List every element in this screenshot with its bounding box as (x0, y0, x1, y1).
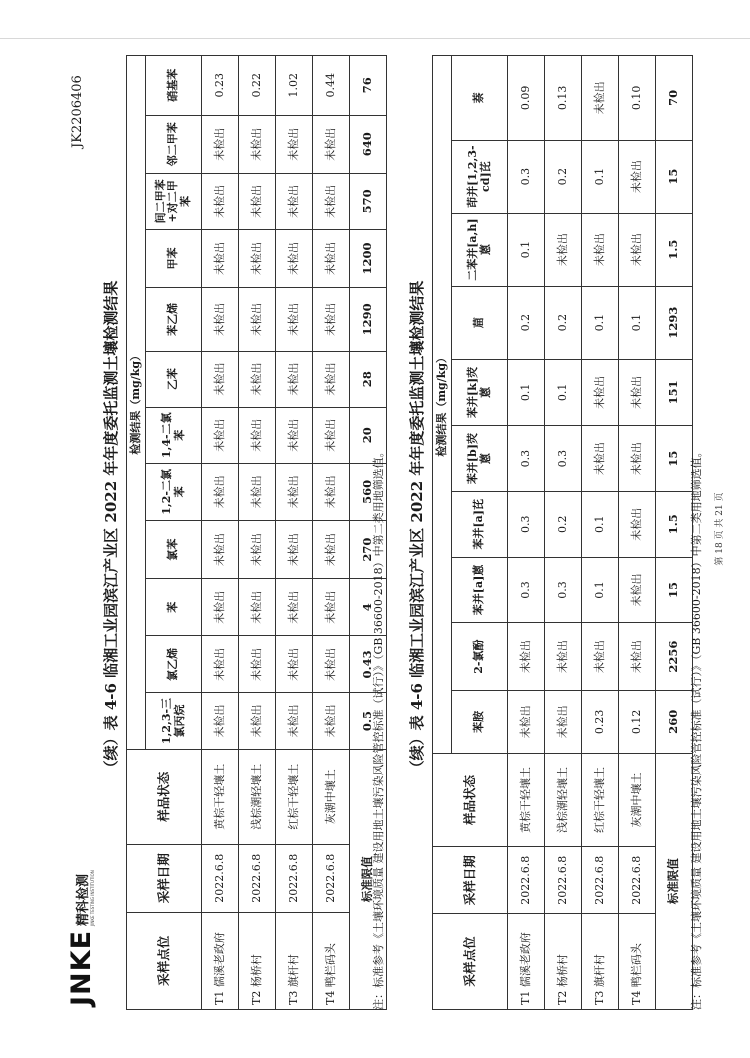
table1-results (126, 55, 387, 1010)
result-cell: 未检出 (619, 213, 656, 286)
sampling-date-cell: 2022.6.8 (239, 844, 276, 912)
result-cell: 未检出 (619, 426, 656, 492)
result-cell: 未检出 (202, 693, 239, 749)
table-row (202, 56, 239, 1010)
limit-cell: 151 (656, 359, 693, 426)
sampling-date-cell: 2022.6.8 (202, 844, 239, 912)
result-cell: 未检出 (582, 359, 619, 426)
result-cell: 0.23 (582, 691, 619, 754)
result-cell: 未检出 (545, 691, 582, 754)
table1-analyte-header: 氯苯 (146, 520, 202, 578)
table2-title: （续）表 4-6 临湘工业园滨江产业区 2022 年年度委托监测土壤检测结果 (408, 280, 426, 776)
sampling-point-cell: T4 鸭栏码头 (313, 912, 350, 1009)
table2-analyte-header: 苯胺 (452, 691, 508, 754)
result-cell: 未检出 (313, 636, 350, 693)
result-cell: 0.13 (545, 56, 582, 141)
result-cell: 未检出 (202, 351, 239, 407)
table1-limit-label: 标准限值 (350, 749, 387, 1009)
result-cell: 未检出 (239, 407, 276, 463)
result-cell: 未检出 (313, 173, 350, 229)
table2-analyte-header: 苯并[a]蒽 (452, 557, 508, 623)
logo-chinese-name: 精科检测 (75, 873, 91, 926)
table1-header-state: 样品状态 (127, 749, 202, 844)
limit-cell: 20 (350, 407, 387, 463)
limit-cell: 0.43 (350, 636, 387, 693)
result-cell: 未检出 (582, 623, 619, 691)
company-logo (68, 870, 95, 1006)
table1-body (202, 56, 350, 1010)
result-cell: 未检出 (313, 288, 350, 352)
result-cell: 未检出 (276, 407, 313, 463)
logo-english-name: JINKE TESTING INSTITUTION (90, 870, 95, 926)
sampling-date-cell: 2022.6.8 (508, 847, 545, 914)
result-cell: 未检出 (313, 229, 350, 287)
table1-analyte-header: 1,4-二氯苯 (146, 407, 202, 463)
result-cell: 0.3 (508, 491, 545, 557)
table2-analyte-header: 苯并[b]荧蒽 (452, 426, 508, 492)
sample-state-cell: 红棕干轻壤土 (276, 749, 313, 844)
result-cell: 未检出 (202, 115, 239, 173)
sample-state-cell: 红棕干轻壤土 (582, 753, 619, 847)
sampling-date-cell: 2022.6.8 (545, 847, 582, 914)
result-cell: 未检出 (582, 213, 619, 286)
result-cell: 未检出 (545, 213, 582, 286)
table1-analyte-header: 甲苯 (146, 229, 202, 287)
limit-cell: 570 (350, 173, 387, 229)
result-cell: 未检出 (202, 288, 239, 352)
table2-analyte-header: 茚并[1,2,3-cd]芘 (452, 140, 508, 213)
sampling-point-cell: T2 杨桥村 (239, 912, 276, 1009)
result-cell: 1.02 (276, 56, 313, 116)
sample-state-cell: 浅棕潮轻壤土 (239, 749, 276, 844)
result-cell: 未检出 (276, 229, 313, 287)
table1-analyte-header: 邻二甲苯 (146, 115, 202, 173)
limit-cell: 560 (350, 463, 387, 520)
result-cell: 未检出 (545, 623, 582, 691)
result-cell: 未检出 (276, 520, 313, 578)
limit-cell: 1.5 (656, 213, 693, 286)
limit-cell: 0.5 (350, 693, 387, 749)
result-cell: 0.3 (545, 557, 582, 623)
result-cell: 未检出 (239, 351, 276, 407)
limit-cell: 15 (656, 140, 693, 213)
limit-cell: 1.5 (656, 491, 693, 557)
table1-analyte-header: 1,2-二氯苯 (146, 463, 202, 520)
result-cell: 未检出 (276, 579, 313, 636)
result-cell: 未检出 (508, 623, 545, 691)
table1-note: 注：标准参考《土壤环境质量 建设用地土壤污染风险管控标准（试行）》（GB 36600-2018）中第二类用地筛选值。 (372, 446, 385, 1010)
table-row (276, 56, 313, 1010)
limit-cell: 1293 (656, 286, 693, 359)
result-cell: 未检出 (239, 229, 276, 287)
result-cell: 0.2 (508, 286, 545, 359)
result-cell: 未检出 (202, 636, 239, 693)
result-cell: 未检出 (276, 115, 313, 173)
result-cell: 未检出 (276, 351, 313, 407)
result-cell: 0.22 (239, 56, 276, 116)
result-cell: 未检出 (239, 288, 276, 352)
table1-header-point: 采样点位 (127, 912, 202, 1009)
document-number: JK2206406 (70, 75, 85, 148)
table2-header-group: 检测结果（mg/kg） (433, 56, 452, 754)
sample-state-cell: 灰潮中壤土 (619, 753, 656, 847)
table-row (508, 56, 545, 1010)
result-cell: 0.3 (508, 140, 545, 213)
sampling-point-cell: T1 儒溪老政府 (508, 914, 545, 1010)
result-cell: 未检出 (619, 491, 656, 557)
table1-analyte-header: 乙苯 (146, 351, 202, 407)
sampling-date-cell: 2022.6.8 (313, 844, 350, 912)
limit-cell: 260 (656, 691, 693, 754)
sampling-point-cell: T2 杨桥村 (545, 914, 582, 1010)
sampling-date-cell: 2022.6.8 (582, 847, 619, 914)
table1-analyte-header: 硝基苯 (146, 56, 202, 116)
table-row (313, 56, 350, 1010)
sample-state-cell: 黄棕干轻壤土 (202, 749, 239, 844)
limit-cell: 70 (656, 56, 693, 141)
result-cell: 未检出 (508, 691, 545, 754)
result-cell: 0.23 (202, 56, 239, 116)
result-cell: 未检出 (276, 173, 313, 229)
table2-header-date: 采样日期 (433, 847, 508, 914)
table-row (545, 56, 582, 1010)
limit-cell: 4 (350, 579, 387, 636)
result-cell: 未检出 (582, 426, 619, 492)
result-cell: 0.12 (619, 691, 656, 754)
result-cell: 未检出 (313, 115, 350, 173)
result-cell: 未检出 (202, 407, 239, 463)
sampling-point-cell: T1 儒溪老政府 (202, 912, 239, 1009)
table2-analyte-header: 萘 (452, 56, 508, 141)
table1-analyte-header: 苯 (146, 579, 202, 636)
table2-analyte-header: 苯并[a]芘 (452, 491, 508, 557)
table1-header-date: 采样日期 (127, 844, 202, 912)
limit-cell: 28 (350, 351, 387, 407)
result-cell: 未检出 (619, 140, 656, 213)
result-cell: 0.10 (619, 56, 656, 141)
result-cell: 未检出 (276, 288, 313, 352)
table-row (239, 56, 276, 1010)
table2-header-point: 采样点位 (433, 914, 508, 1010)
table1-header-group: 检测结果（mg/kg） (127, 56, 146, 750)
result-cell: 未检出 (239, 579, 276, 636)
result-cell: 未检出 (313, 520, 350, 578)
table1-title: （续）表 4-6 临湘工业园滨江产业区 2022 年年度委托监测土壤检测结果 (102, 280, 120, 776)
sampling-point-cell: T3 旗杆村 (582, 914, 619, 1010)
sampling-point-cell: T4 鸭栏码头 (619, 914, 656, 1010)
limit-cell: 270 (350, 520, 387, 578)
result-cell: 未检出 (582, 56, 619, 141)
result-cell: 0.1 (545, 359, 582, 426)
table-row (619, 56, 656, 1010)
result-cell: 未检出 (276, 693, 313, 749)
result-cell: 未检出 (619, 359, 656, 426)
result-cell: 0.1 (508, 213, 545, 286)
table1-analyte-header: 间二甲苯+对二甲苯 (146, 173, 202, 229)
sample-state-cell: 黄棕干轻壤土 (508, 753, 545, 847)
result-cell: 未检出 (313, 579, 350, 636)
result-cell: 0.1 (582, 557, 619, 623)
result-cell: 未检出 (239, 636, 276, 693)
result-cell: 未检出 (239, 463, 276, 520)
result-cell: 未检出 (239, 520, 276, 578)
limit-cell: 1200 (350, 229, 387, 287)
result-cell: 0.3 (508, 426, 545, 492)
result-cell: 未检出 (202, 520, 239, 578)
sample-state-cell: 灰潮中壤土 (313, 749, 350, 844)
result-cell: 0.3 (545, 426, 582, 492)
result-cell: 0.44 (313, 56, 350, 116)
sample-state-cell: 浅棕潮轻壤土 (545, 753, 582, 847)
result-cell: 未检出 (619, 557, 656, 623)
result-cell: 未检出 (313, 693, 350, 749)
result-cell: 0.1 (582, 286, 619, 359)
result-cell: 0.1 (619, 286, 656, 359)
table-row (582, 56, 619, 1010)
sampling-date-cell: 2022.6.8 (619, 847, 656, 914)
result-cell: 未检出 (276, 463, 313, 520)
table1-analyte-header: 氯乙烯 (146, 636, 202, 693)
result-cell: 0.1 (582, 140, 619, 213)
table2-header-state: 样品状态 (433, 753, 508, 847)
sampling-date-cell: 2022.6.8 (276, 844, 313, 912)
table2-analyte-header: 2-氯酚 (452, 623, 508, 691)
limit-cell: 15 (656, 557, 693, 623)
result-cell: 未检出 (239, 693, 276, 749)
result-cell: 未检出 (239, 115, 276, 173)
result-cell: 0.2 (545, 140, 582, 213)
result-cell: 0.09 (508, 56, 545, 141)
result-cell: 未检出 (313, 351, 350, 407)
table2-limit-row (656, 56, 693, 1010)
table2-analyte-header: 䓛 (452, 286, 508, 359)
result-cell: 未检出 (202, 229, 239, 287)
sampling-point-cell: T3 旗杆村 (276, 912, 313, 1009)
result-cell: 未检出 (239, 173, 276, 229)
result-cell: 0.2 (545, 286, 582, 359)
result-cell: 未检出 (619, 623, 656, 691)
table2-limit-label: 标准限值 (656, 753, 693, 1009)
limit-cell: 1290 (350, 288, 387, 352)
limit-cell: 640 (350, 115, 387, 173)
table2-analyte-header: 苯并[k]荧蒽 (452, 359, 508, 426)
result-cell: 未检出 (313, 463, 350, 520)
result-cell: 0.1 (582, 491, 619, 557)
result-cell: 0.2 (545, 491, 582, 557)
result-cell: 0.3 (508, 557, 545, 623)
table2-analyte-header: 二苯并[a,h]蒽 (452, 213, 508, 286)
result-cell: 未检出 (202, 173, 239, 229)
result-cell: 未检出 (313, 407, 350, 463)
result-cell: 未检出 (276, 636, 313, 693)
result-cell: 未检出 (202, 579, 239, 636)
table2-results (432, 55, 693, 1010)
logo-mark: JNKE (66, 929, 97, 1006)
page-number: 第 18 页 共 21 页 (715, 492, 725, 566)
result-cell: 0.1 (508, 359, 545, 426)
result-cell: 未检出 (202, 463, 239, 520)
table1-analyte-header: 1,2,3-三氯丙烷 (146, 693, 202, 749)
limit-cell: 76 (350, 56, 387, 116)
limit-cell: 15 (656, 426, 693, 492)
table2-body (508, 56, 656, 1010)
table2-note: 注：标准参考《土壤环境质量 建设用地土壤污染风险管控标准（试行）》（GB 36600-2018）中第二类用地筛选值。 (690, 446, 703, 1010)
limit-cell: 2256 (656, 623, 693, 691)
table1-analyte-header: 苯乙烯 (146, 288, 202, 352)
